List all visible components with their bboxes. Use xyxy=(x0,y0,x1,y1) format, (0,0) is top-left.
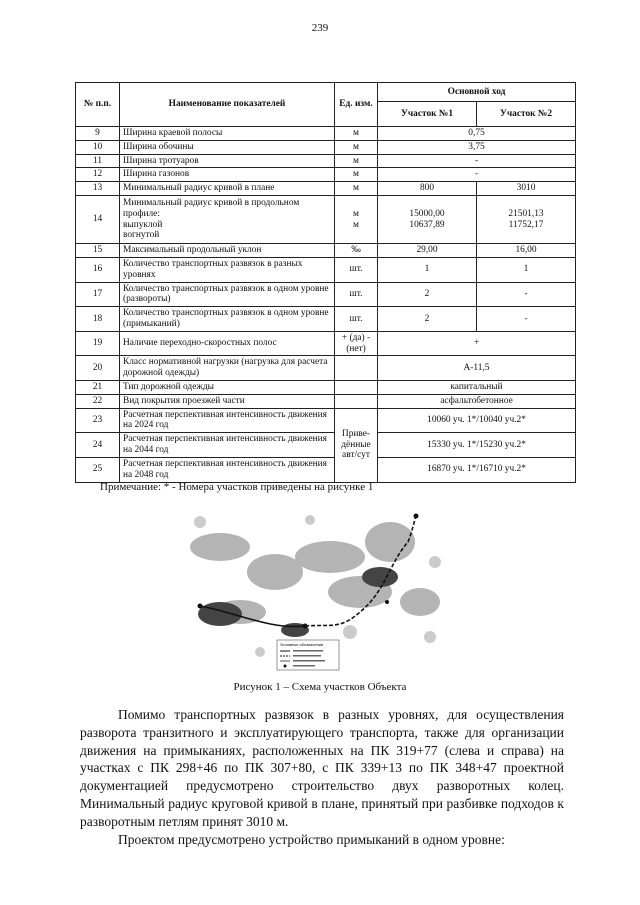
row-value: - xyxy=(378,168,576,182)
header-section-1: Участок №1 xyxy=(378,102,477,127)
row-value-section-1: 2 xyxy=(378,282,477,307)
row-name-line: выпуклой xyxy=(123,219,163,230)
row-unit: м xyxy=(335,127,378,141)
row-value-section-2: - xyxy=(477,307,576,332)
row-number: 18 xyxy=(76,307,120,332)
table-row xyxy=(76,307,576,332)
row-number: 13 xyxy=(76,182,120,196)
row-unit: м xyxy=(335,140,378,154)
row-name: Наличие переходно-скоростных полос xyxy=(120,331,335,356)
row-value-section-2: 16,00 xyxy=(477,244,576,258)
row-value-section-1 xyxy=(378,196,477,244)
row-name: Количество транспортных развязок в разных уровнях xyxy=(120,257,335,282)
map-legend xyxy=(277,640,339,670)
row-value-section-1-line: 15000,00 xyxy=(409,208,445,219)
row-unit-intensity: Приве-дённые авт/сут xyxy=(335,408,378,482)
table-row xyxy=(76,433,576,458)
row-number: 21 xyxy=(76,381,120,395)
row-unit xyxy=(335,381,378,395)
route-scheme-figure xyxy=(180,502,455,672)
body-paragraph: Проектом предусмотрено устройство примыканий в одном уровне: xyxy=(118,831,505,847)
row-value: - xyxy=(378,154,576,168)
row-name: Максимальный продольный уклон xyxy=(120,244,335,258)
row-value-section-1: 800 xyxy=(378,182,477,196)
table-row xyxy=(76,381,576,395)
row-number: 19 xyxy=(76,331,120,356)
header-section-2: Участок №2 xyxy=(477,102,576,127)
row-name xyxy=(120,196,335,244)
row-name: Расчетная перспективная интенсивность движения на 2024 год xyxy=(120,408,335,433)
row-value: 15330 уч. 1*/15230 уч.2* xyxy=(378,433,576,458)
row-value: 0,75 xyxy=(378,127,576,141)
row-name: Количество транспортных развязок в одном уровне (примыканий) xyxy=(120,307,335,332)
row-value-section-2: 3010 xyxy=(477,182,576,196)
header-unit: Ед. изм. xyxy=(335,83,378,127)
row-value-section-2-line: 11752,17 xyxy=(508,219,544,230)
row-unit: м xyxy=(335,154,378,168)
row-value: асфальтобетонное xyxy=(378,394,576,408)
row-value: 3,75 xyxy=(378,140,576,154)
row-unit: шт. xyxy=(335,307,378,332)
table-note: Примечание: * - Номера участков приведены на рисунке 1 xyxy=(100,481,374,493)
row-number: 16 xyxy=(76,257,120,282)
row-value-section-2 xyxy=(477,196,576,244)
row-name: Ширина краевой полосы xyxy=(120,127,335,141)
row-name-line: вогнутой xyxy=(123,230,160,241)
row-name: Ширина газонов xyxy=(120,168,335,182)
row-name: Вид покрытия проезжей части xyxy=(120,394,335,408)
table-row xyxy=(76,457,576,482)
specification-table xyxy=(75,82,576,483)
table-row xyxy=(76,127,576,141)
row-unit-line: м xyxy=(353,219,359,230)
row-name: Тип дорожной одежды xyxy=(120,381,335,395)
row-value: 16870 уч. 1*/16710 уч.2* xyxy=(378,457,576,482)
row-unit xyxy=(335,356,378,381)
row-name: Количество транспортных развязок в одном уровне (развороты) xyxy=(120,282,335,307)
row-value: 10060 уч. 1*/10040 уч.2* xyxy=(378,408,576,433)
row-number: 11 xyxy=(76,154,120,168)
table-row xyxy=(76,331,576,356)
table-row xyxy=(76,154,576,168)
row-number: 22 xyxy=(76,394,120,408)
row-unit-line: м xyxy=(353,208,359,219)
row-unit xyxy=(335,196,378,244)
row-value-section-1: 2 xyxy=(378,307,477,332)
table-row xyxy=(76,394,576,408)
table-row xyxy=(76,282,576,307)
row-name: Ширина тротуаров xyxy=(120,154,335,168)
row-value-section-2: 1 xyxy=(477,257,576,282)
row-number: 15 xyxy=(76,244,120,258)
row-value-section-2-line: 21501,13 xyxy=(508,208,544,219)
header-name: Наименование показателей xyxy=(120,83,335,127)
header-num: № п.п. xyxy=(76,83,120,127)
body-text xyxy=(80,706,564,849)
row-value-section-1-line: 10637,89 xyxy=(409,219,445,230)
row-unit: + (да) - (нет) xyxy=(335,331,378,356)
row-value: А-11,5 xyxy=(378,356,576,381)
row-name: Класс нормативной нагрузки (нагрузка для расчета дорожной одежды) xyxy=(120,356,335,381)
row-value-section-2: - xyxy=(477,282,576,307)
header-main: Основной ход xyxy=(378,83,576,102)
table-row xyxy=(76,196,576,244)
body-paragraph: Помимо транспортных развязок в разных уровнях, для осуществления разворота транзитного и эксплуатирующего транспорта, также для организации движения на примыканиях, расположенных на ПК 319+77 (слева и справа) на участках с ПК 298+46 по ПК 307+80, с ПК 339+13 по ПК 348+47 проектной документацией предусмотрено строительство двух разворотных колец. Минимальный радиус круговой кривой в плане, принятый при разбивке подходов к разворотным петлям принят 3010 м. xyxy=(80,707,564,829)
table-row xyxy=(76,356,576,381)
table-row xyxy=(76,257,576,282)
figure-caption: Рисунок 1 – Схема участков Объекта xyxy=(233,681,407,693)
row-unit: ‰ xyxy=(335,244,378,258)
svg-text:Условные обозначения: Условные обозначения xyxy=(280,642,324,647)
row-number: 23 xyxy=(76,408,120,433)
row-unit: м xyxy=(335,168,378,182)
row-number: 9 xyxy=(76,127,120,141)
table-row xyxy=(76,140,576,154)
row-number: 24 xyxy=(76,433,120,458)
page-number: 239 xyxy=(311,22,329,34)
route-map xyxy=(180,502,455,672)
row-name: Минимальный радиус кривой в плане xyxy=(120,182,335,196)
row-value: капитальный xyxy=(378,381,576,395)
table-row xyxy=(76,182,576,196)
row-value-section-1: 1 xyxy=(378,257,477,282)
row-unit: м xyxy=(335,182,378,196)
table-body xyxy=(76,127,576,483)
row-value-section-1: 29,00 xyxy=(378,244,477,258)
row-name: Ширина обочины xyxy=(120,140,335,154)
row-unit xyxy=(335,394,378,408)
row-name: Расчетная перспективная интенсивность движения на 2044 год xyxy=(120,433,335,458)
row-number: 17 xyxy=(76,282,120,307)
row-unit: шт. xyxy=(335,282,378,307)
row-number: 10 xyxy=(76,140,120,154)
table-row xyxy=(76,168,576,182)
table-row xyxy=(76,408,576,433)
row-number: 12 xyxy=(76,168,120,182)
row-number: 14 xyxy=(76,196,120,244)
row-value: + xyxy=(378,331,576,356)
table-row xyxy=(76,244,576,258)
row-unit: шт. xyxy=(335,257,378,282)
row-number: 25 xyxy=(76,457,120,482)
row-name-line: Минимальный радиус кривой в продольном профиле: xyxy=(123,197,300,219)
row-number: 20 xyxy=(76,356,120,381)
row-name: Расчетная перспективная интенсивность движения на 2048 год xyxy=(120,457,335,482)
